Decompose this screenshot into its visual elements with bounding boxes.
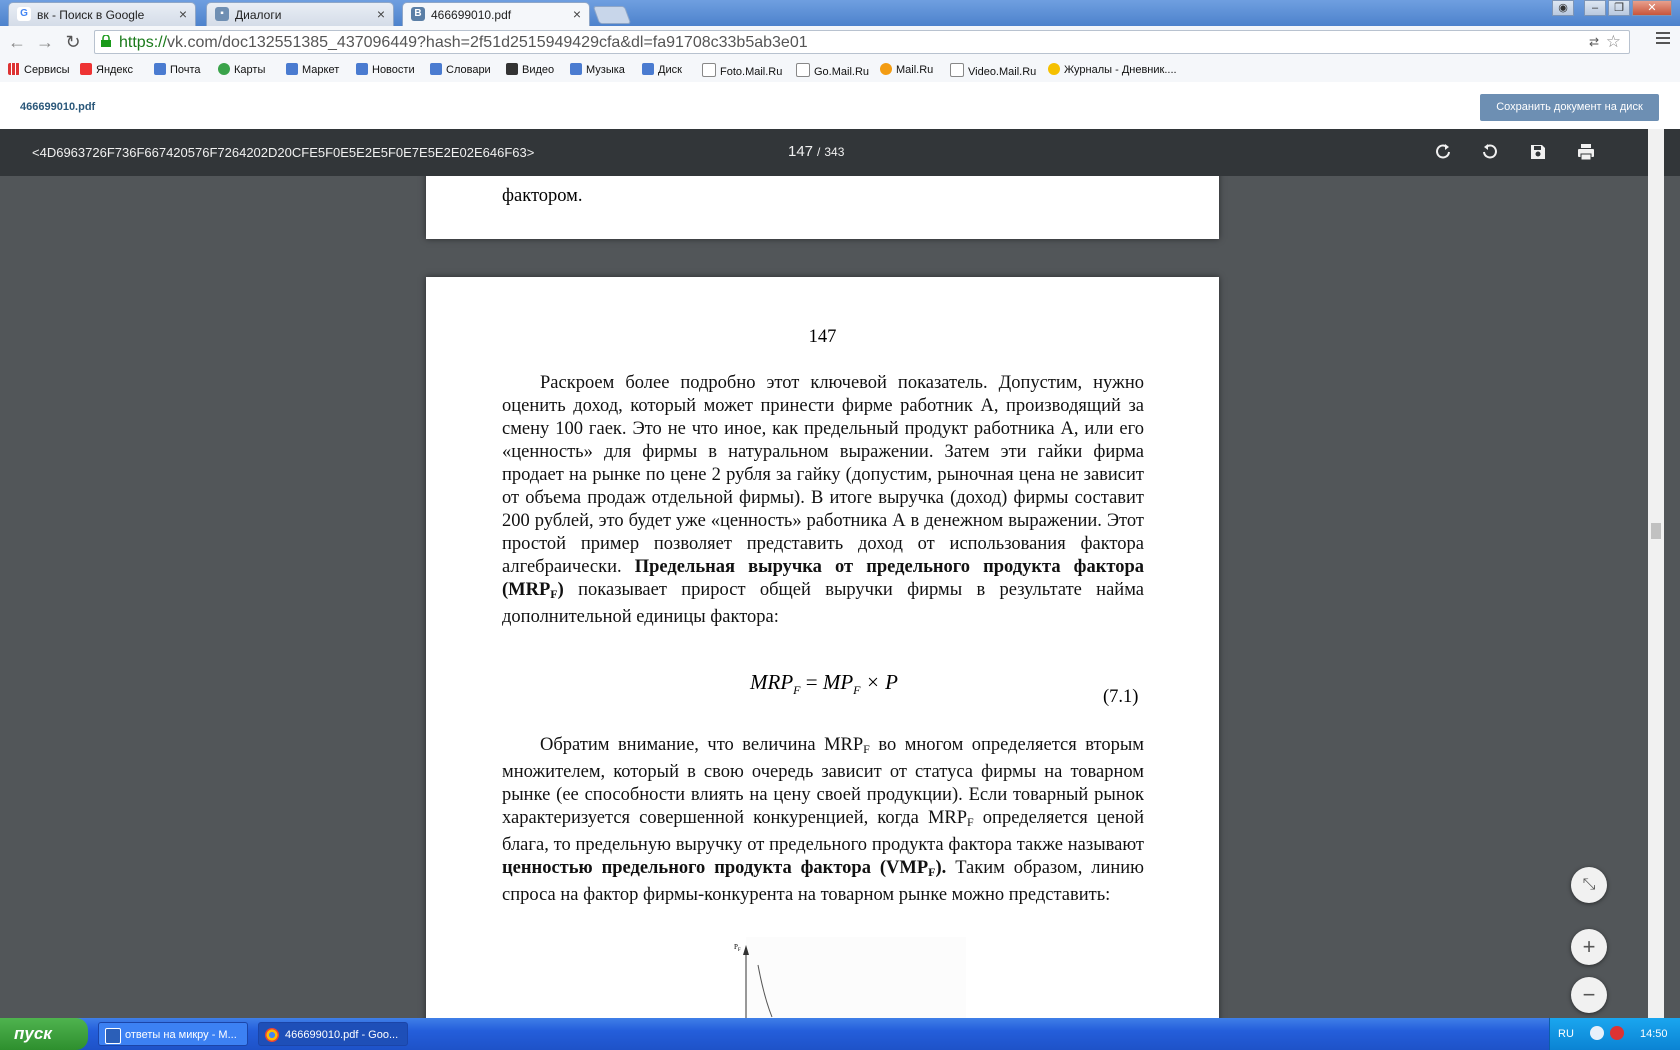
pdf-toolbar	[0, 129, 1680, 176]
browser-tab-strip	[0, 0, 1680, 26]
lock-icon	[101, 35, 111, 47]
scrollbar-thumb[interactable]	[1651, 523, 1661, 539]
subscript: F	[550, 587, 558, 601]
close-icon[interactable]: ×	[178, 6, 187, 22]
pdf-viewer	[0, 176, 1648, 1018]
vk-icon: B	[411, 7, 425, 21]
chrome-icon	[265, 1028, 279, 1042]
bookmark-label: Словари	[446, 64, 491, 76]
url-scheme: https://	[119, 34, 168, 51]
network-icon[interactable]	[1590, 1026, 1604, 1040]
bookmark-disk[interactable]	[642, 63, 682, 76]
axis-label: $P_F$	[734, 943, 741, 953]
bookmark-label: Video.Mail.Ru	[968, 66, 1037, 78]
bookmark-label: Сервисы	[24, 64, 70, 76]
bold-term	[502, 858, 946, 878]
task-label: ответы на микру - М...	[125, 1029, 237, 1041]
demand-graph-figure	[726, 937, 966, 1018]
user-icon[interactable]: ◉	[1552, 0, 1574, 16]
video-icon	[506, 63, 518, 75]
page-total: 343	[824, 145, 845, 159]
bookmark-label: Foto.Mail.Ru	[720, 66, 783, 78]
bookmark-foto-mail[interactable]	[702, 63, 782, 78]
paragraph-text: Раскроем более подробно этот ключевой показатель. Допустим, нужно оценить доход, который может принести фирме работник А, производящий за смену 100 гаек. Это не что иное, как предельный продукт работника А, или его «ценность» для фирмы в натуральном выражении. Затем эти гайки фирма продает на рынке по цене 2 рубля за гайку (допустим, рыночная цена не зависит от объема продаж отдельной фирмы). В итоге выручка (доход) фирмы составит 200 рублей, это будет уже «ценность» работника А в денежном выражении. Этот простой пример позволяет представить доход от использования фактора алгебраически.	[502, 373, 1144, 577]
dictionary-icon	[430, 63, 442, 75]
tab-label: Диалоги	[235, 8, 282, 22]
bookmark-mail-ru[interactable]	[880, 63, 933, 76]
tab-label: 466699010.pdf	[431, 8, 512, 22]
page-current[interactable]: 147	[788, 143, 814, 160]
subscript: F	[967, 815, 974, 829]
paragraph-text: во многом определяется вторым множителем, который в свою очередь зависит от статуса фирмы на товарном рынке (ее способности влиять на цену своей продукции). Если товарный рынок характеризуется совершенной конкуренцией, когда MRP	[502, 735, 1144, 828]
bookmark-maps[interactable]	[218, 63, 265, 76]
close-icon[interactable]: ×	[572, 6, 581, 22]
taskbar	[0, 1018, 1680, 1050]
subscript: F	[928, 865, 936, 879]
clock: 14:50	[1640, 1028, 1668, 1040]
bookmark-label: Журналы - Дневник....	[1064, 64, 1177, 76]
bookmark-label: Видео	[522, 64, 555, 76]
bookmark-services[interactable]	[8, 63, 70, 76]
term-text: ).	[935, 858, 947, 878]
chat-icon: ▪	[215, 7, 229, 21]
back-icon[interactable]: ←	[8, 32, 26, 52]
bookmark-go-mail[interactable]	[796, 63, 869, 78]
bookmark-label: Новости	[372, 64, 415, 76]
bookmark-video-mail[interactable]	[950, 63, 1036, 78]
market-icon	[286, 63, 298, 75]
bookmarks-bar	[0, 58, 1680, 83]
graph-background	[746, 937, 966, 1018]
tab-label: вк - Поиск в Google	[37, 8, 145, 22]
new-tab-button[interactable]	[593, 6, 632, 24]
bookmark-label: Mail.Ru	[896, 64, 934, 76]
page-separator: /	[817, 145, 821, 159]
paragraph-text: определяется ценой блага, то предельную выручку от предельного продукта фактора также называют	[502, 808, 1145, 855]
maps-icon	[218, 63, 230, 75]
browser-toolbar	[0, 26, 1680, 59]
close-window-button[interactable]: ✕	[1632, 0, 1672, 16]
paragraph-text: показывает прирост общей выручки фирмы в результате найма дополнительной единицы фактора:	[502, 580, 1144, 627]
formula	[750, 670, 898, 698]
zoom-out-button[interactable]: −	[1571, 977, 1607, 1013]
page-number-header: 147	[808, 327, 837, 347]
bookmark-label: Маркет	[302, 64, 340, 76]
address-bar[interactable]	[94, 30, 1630, 54]
page-icon	[796, 63, 810, 77]
paragraph	[502, 372, 1144, 629]
google-icon: G	[17, 7, 31, 21]
url-text	[119, 34, 808, 52]
bookmark-video[interactable]	[506, 63, 554, 76]
bookmark-label: Яндекс	[96, 64, 133, 76]
bookmark-star-icon[interactable]: ☆	[1605, 32, 1621, 51]
tab-pdf[interactable]	[402, 2, 590, 27]
tab-google-search[interactable]	[8, 2, 196, 26]
pdf-page-previous	[426, 176, 1219, 239]
formula-term: × P	[860, 670, 899, 694]
task-label: 466699010.pdf - Goo...	[285, 1029, 399, 1041]
page-text-line: фактором.	[502, 186, 583, 206]
rotate-clockwise-icon[interactable]	[1432, 141, 1454, 163]
formula-term: MRP	[750, 670, 794, 694]
music-icon	[570, 63, 582, 75]
page-icon	[702, 63, 716, 77]
bookmark-label: Go.Mail.Ru	[814, 66, 870, 78]
page-icon	[950, 63, 964, 77]
antivirus-icon[interactable]	[1610, 1026, 1624, 1040]
formula-operator: =	[800, 670, 823, 694]
term-text: )	[557, 580, 564, 600]
taskbar-item-word[interactable]	[98, 1022, 248, 1046]
start-button[interactable]: пуск	[0, 1018, 88, 1050]
restore-button[interactable]: ❐	[1608, 0, 1630, 16]
paragraph-text: Таким образом, линию спроса на фактор фирмы-конкурента на товарном рынке можно представить:	[502, 858, 1144, 905]
bookmark-journals[interactable]	[1048, 63, 1177, 76]
menu-icon[interactable]	[1656, 32, 1670, 47]
disk-icon	[642, 63, 654, 75]
bookmark-label: Карты	[234, 64, 266, 76]
bookmark-market[interactable]	[286, 63, 339, 76]
formula-term: MP	[822, 670, 854, 694]
yandex-icon	[80, 63, 92, 75]
mail-icon	[154, 63, 166, 75]
url-path: /doc132551385_437096449?hash=2f51d2515949429cfa&dl=fa91708c33b5ab3e01	[217, 34, 808, 51]
taskbar-item-chrome[interactable]	[258, 1022, 408, 1046]
bookmark-mail[interactable]	[154, 63, 201, 76]
journals-icon	[1048, 63, 1060, 75]
save-to-disk-button[interactable]: Сохранить документ на диск	[1480, 94, 1659, 121]
pdf-title: <4D6963726F736F667420576F7264202D20CFE5F0E5E2E5F0E7E5E2E02E646F63>	[32, 145, 535, 160]
minimize-button[interactable]: –	[1584, 0, 1606, 16]
bookmark-music[interactable]	[570, 63, 625, 76]
tab-dialogs[interactable]	[206, 2, 394, 26]
pdf-page-current	[426, 277, 1219, 1018]
system-tray	[1549, 1018, 1680, 1050]
forward-icon[interactable]: →	[36, 32, 54, 52]
rotate-counterclockwise-icon[interactable]	[1479, 141, 1501, 163]
vk-document-header	[0, 82, 1680, 130]
language-indicator[interactable]: RU	[1558, 1028, 1574, 1040]
news-icon	[356, 63, 368, 75]
url-host: vk.com	[167, 34, 218, 51]
paragraph-text: Обратим внимание, что величина MRP	[540, 735, 864, 755]
subscript: F	[793, 683, 801, 698]
mailru-icon	[880, 63, 892, 75]
subscript: F	[853, 683, 861, 698]
word-icon	[105, 1028, 121, 1044]
apps-icon	[8, 63, 20, 75]
paragraph	[502, 734, 1144, 907]
bookmark-label: Диск	[658, 64, 682, 76]
bookmark-news[interactable]	[356, 63, 415, 76]
term-text: ценностью предельного продукта фактора (VMP	[502, 858, 929, 878]
subscript: F	[863, 742, 870, 756]
bookmark-label: Музыка	[586, 64, 625, 76]
close-icon[interactable]: ×	[376, 6, 385, 22]
reload-icon[interactable]: ↻	[65, 32, 81, 52]
term-text: Предельная выручка от предельного продукта фактора (MRP	[502, 557, 1145, 600]
fit-page-button[interactable]: ⤡	[1571, 867, 1607, 903]
translate-icon[interactable]: ⇄	[1588, 35, 1599, 49]
bookmark-label: Почта	[170, 64, 201, 76]
bookmark-yandex[interactable]	[80, 63, 133, 76]
equation-number: (7.1)	[1103, 687, 1139, 707]
bookmark-dictionaries[interactable]	[430, 63, 491, 76]
print-icon[interactable]	[1575, 141, 1597, 163]
scrollbar-track[interactable]	[1648, 129, 1664, 1018]
document-name[interactable]: 466699010.pdf	[20, 101, 96, 113]
page-indicator	[788, 143, 844, 160]
save-icon[interactable]	[1527, 141, 1549, 163]
zoom-in-button[interactable]: +	[1571, 929, 1607, 965]
